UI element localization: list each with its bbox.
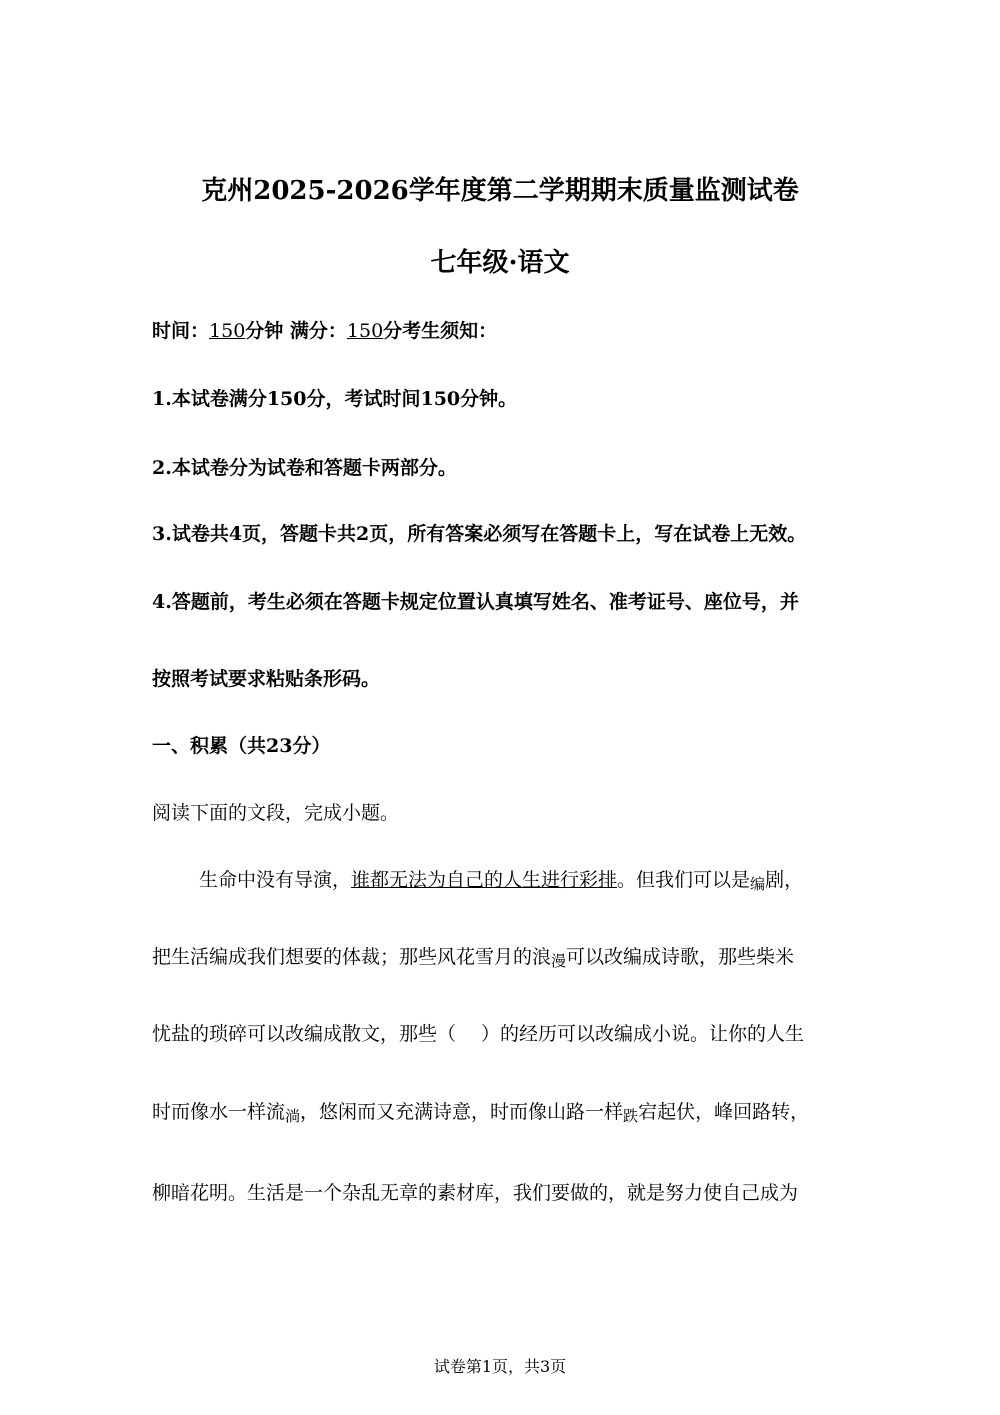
- marked-char: 淌: [285, 1107, 301, 1125]
- marked-char: 跌: [623, 1107, 639, 1125]
- page-footer: 试卷第1页，共3页: [433, 1357, 567, 1376]
- time-label: 时间：: [152, 320, 210, 342]
- score-unit: 分考生须知：: [383, 320, 498, 342]
- passage-text: 把生活编成我们想要的体裁；那些风花雪月的浪: [152, 946, 552, 968]
- passage-text: ，悠闲而又充满诗意，时而像山路一样: [300, 1101, 624, 1123]
- notice-1: 1.本试卷满分150分，考试时间150分钟。: [152, 388, 518, 410]
- marked-char: 漫: [551, 952, 567, 970]
- passage-line-2: [152, 942, 794, 971]
- passage-line-4: [152, 1097, 809, 1126]
- underlined-sentence: 谁都无法为自己的人生进行彩排: [351, 869, 618, 891]
- passage-text: 生命中没有导演，: [199, 869, 352, 891]
- passage-text: 宕起伏，峰回路转，: [638, 1101, 810, 1123]
- time-unit: 分钟 满分：: [245, 320, 347, 342]
- exam-title: 克州2025-2026学年度第二学期期末质量监测试卷: [201, 176, 799, 206]
- marked-char: 编: [750, 875, 766, 893]
- passage-text: 时而像水一样流: [152, 1101, 286, 1123]
- exam-info-line: [152, 316, 497, 343]
- passage-text: 可以改编成诗歌，那些柴米: [566, 946, 795, 968]
- notice-2: 2.本试卷分为试卷和答题卡两部分。: [152, 457, 457, 479]
- notice-3: 3.试卷共4页，答题卡共2页，所有答案必须写在答题卡上，写在试卷上无效。: [152, 523, 807, 545]
- notice-4-cont: 按照考试要求粘贴条形码。: [152, 668, 381, 690]
- time-value: 150: [209, 320, 246, 342]
- section-instruction: 阅读下面的文段，完成小题。: [152, 802, 400, 824]
- passage-line-3: 忧盐的琐碎可以改编成散文，那些（ ）的经历可以改编成小说。让你的人生: [152, 1023, 805, 1045]
- passage-line-5: 柳暗花明。生活是一个杂乱无章的素材库，我们要做的，就是努力使自己成为: [152, 1182, 799, 1204]
- notice-4: 4.答题前，考生必须在答题卡规定位置认真填写姓名、准考证号、座位号，并: [152, 591, 799, 613]
- score-value: 150: [346, 320, 384, 342]
- passage-text: 剧，: [765, 869, 804, 891]
- passage-line-1: [199, 865, 803, 894]
- section-heading: 一、积累（共23分）: [152, 735, 331, 757]
- passage-text: 。但我们可以是: [617, 869, 751, 891]
- exam-subtitle: 七年级·语文: [430, 248, 570, 278]
